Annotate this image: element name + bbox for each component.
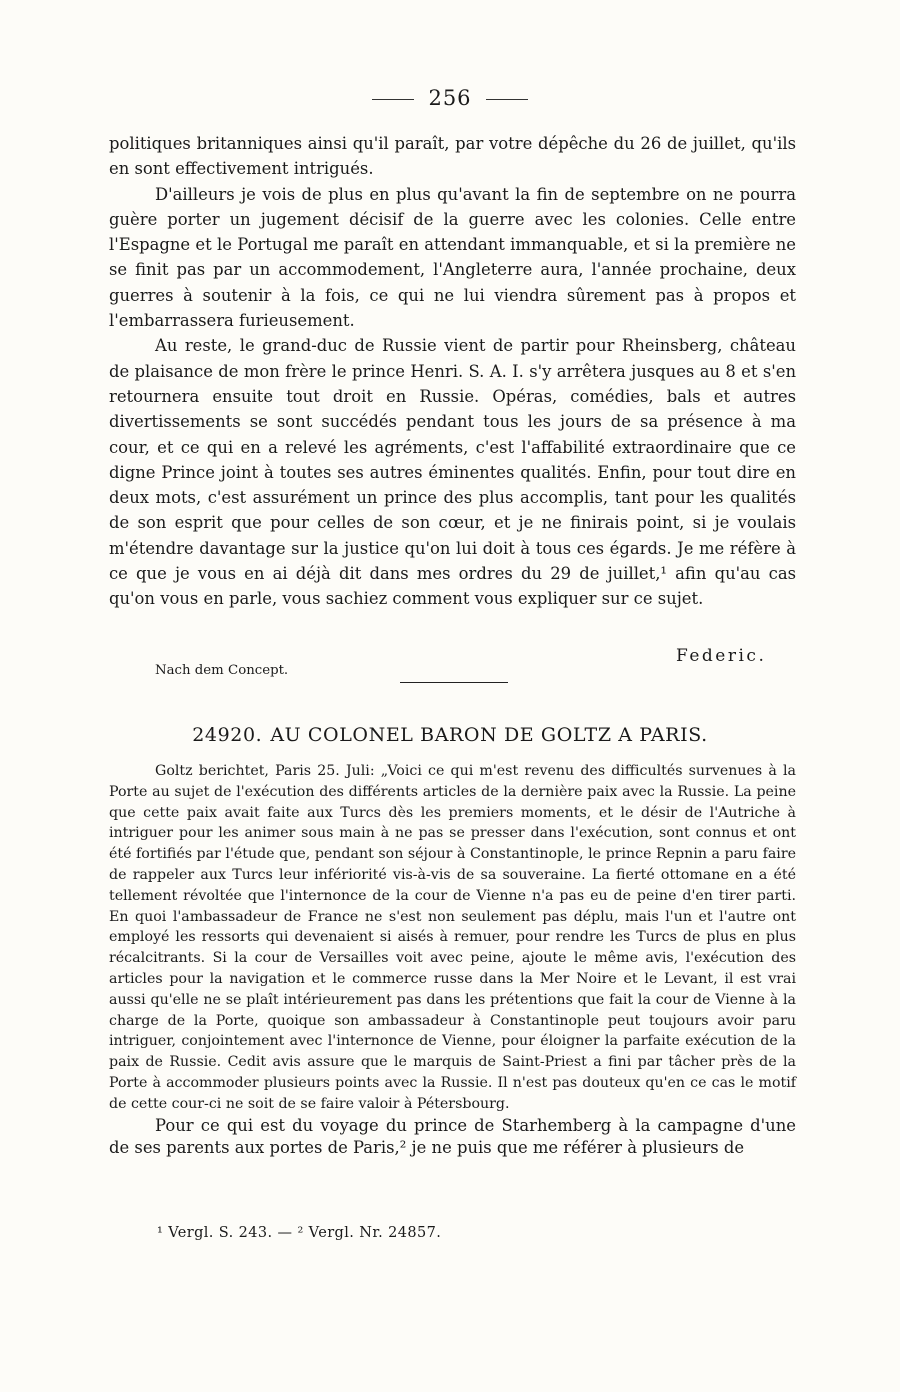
page-number: 256 [428, 86, 472, 110]
section-number: 24920. [192, 724, 263, 746]
section-title: AU COLONEL BARON DE GOLTZ A PARIS. [270, 724, 708, 746]
page-header [0, 86, 900, 110]
source-note: Nach dem Concept. [155, 663, 289, 678]
reply-paragraph: Pour ce qui est du voyage du prince de Starhemberg à la campagne d'une de ses parents aux portes de Paris,² je ne puis que me référer à plusieurs de [109, 1115, 796, 1157]
letter-paragraph-1: politiques britanniques ainsi qu'il paraît, par votre dépêche du 26 de juillet, qu'ils en sont effectivement intrigués. [109, 134, 796, 179]
header-rule-right [486, 99, 528, 100]
section-body [109, 761, 796, 1159]
report-paragraph: Goltz berichtet, Paris 25. Juli: „Voici ce qui m'est revenu des difficultés survenues à la Porte au sujet de l'exécution des différents articles de la dernière paix avec la Russie. La peine que cette paix avait faite aux Turcs dès les premiers moments, et le désir de l'Autriche à intriguer pour les animer sous main à ne pas se presser dans l'exécution, sont connus et ont été fortifiés par l'étude que, pendant son séjour à Constantinople, le prince Repnin a paru faire de rappeler aux Turcs leur infériorité vis-à-vis de sa souveraine. La fierté ottomane en a été tellement révoltée que l'internonce de la cour de Vienne n'a pas eu de peine d'en tirer parti. En quoi l'ambassadeur de France ne s'est non seulement pas déplu, mais l'un et l'autre ont employé les ressorts qui devenaient si aisés à remuer, pour rendre les Turcs de plus en plus récalcitrants. Si la cour de Versailles voit avec peine, ajoute le même avis, l'exécution des articles pour la navigation et le commerce russe dans la Mer Noire et le Levant, il est vrai aussi qu'elle ne se plaît intérieurement pas dans les prétentions que fait la cour de Vienne à la charge de la Porte, quoique son ambassadeur à Constantinople peut toujours avoir paru intriguer, conjointement avec l'internonce de Vienne, pour éloigner la parfaite exécution de la paix de Russie. Cedit avis assure que le marquis de Saint-Priest a fini par tâcher près de la Porte à accommoder plusieurs points avec la Russie. Il n'est pas douteux qu'en ce cas le motif de cette cour-ci ne soit de se faire valoir à Pétersbourg. [109, 763, 796, 1112]
letter-body [109, 131, 796, 612]
letter-paragraph-2: D'ailleurs je vois de plus en plus qu'avant la fin de septembre on ne pourra guère porter un jugement décisif de la guerre avec les colonies. Celle entre l'Espagne et le Portugal me paraît en attendant immanquable, et si la première ne se finit pas par un accommodement, l'Angleterre aura, l'année prochaine, deux guerres à soutenir à la fois, ce qui ne lui viendra sûrement pas à propos et l'embarrassera furieusement. [109, 184, 796, 331]
footnotes: ¹ Vergl. S. 243. — ² Vergl. Nr. 24857. [157, 1225, 442, 1241]
header-rule-left [372, 99, 414, 100]
section-divider [400, 682, 508, 683]
section-heading [0, 724, 900, 746]
letter-paragraph-3: Au reste, le grand-duc de Russie vient de partir pour Rheinsberg, château de plaisance de mon frère le prince Henri. S. A. I. s'y arrêtera jusques au 8 et s'en retournera ensuite tout droit en Russie. Opéras, comédies, bals et autres divertissements se sont succédés pendant tous les jours de sa présence à ma cour, et ce qui en a relevé les agréments, c'est l'affabilité extraordinaire que ce digne Prince joint à toutes ses autres éminentes qualités. Enfin, pour tout dire en deux mots, c'est assurément un prince des plus accomplis, tant pour les qualités de son esprit que pour celles de son cœur, et je ne finirais point, si je voulais m'étendre davantage sur la justice qu'on lui doit à tous ces égards. Je me réfère à ce que je vous en ai déjà dit dans mes ordres du 29 de juillet,¹ afin qu'au cas qu'on vous en parle, vous sachiez comment vous expliquer sur ce sujet. [109, 336, 796, 609]
signature: Federic. [676, 646, 767, 666]
